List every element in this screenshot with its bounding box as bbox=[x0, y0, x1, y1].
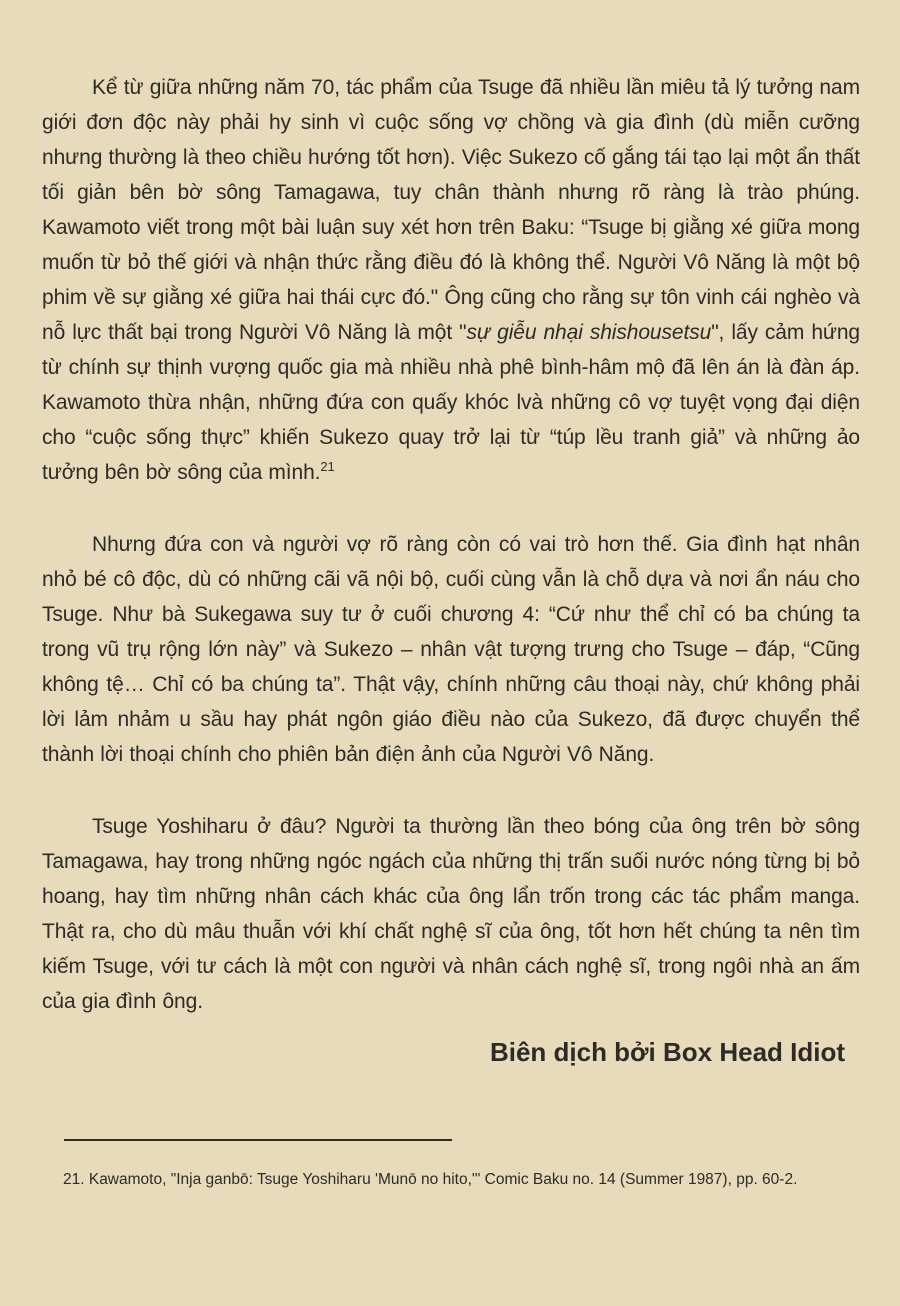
footnote-21: 21. Kawamoto, "Inja ganbō: Tsuge Yoshiharu 'Munō no hito,'" Comic Baku no. 14 (Summer 1987), pp. 60-2. bbox=[63, 1171, 798, 1188]
text-segment: Tsuge Yoshiharu ở đâu? Người ta thường lần theo bóng của ông trên bờ sông Tamagawa, hay trong những ngóc ngách của những thị trấn suối nước nóng từng bị bỏ hoang, hay tìm những nhân cách khác của ông lẩn trốn trong các tác phẩm manga. Thật ra, cho dù mâu thuẫn với khí chất nghệ sĩ của ông, tốt hơn hết chúng ta nên tìm kiếm Tsuge, với tư cách là một con người và nhân cách nghệ sĩ, trong ngôi nhà an ấm của gia đình ông. bbox=[42, 815, 860, 1013]
footnote-divider bbox=[64, 1139, 452, 1141]
text-segment: Nhưng đứa con và người vợ rõ ràng còn có vai trò hơn thế. Gia đình hạt nhân nhỏ bé cô độc, dù có những cãi vã nội bộ, cuối cùng vẫn là chỗ dựa và nơi ẩn náu cho Tsuge. Như bà Sukegawa suy tư ở cuối chương 4: “Cứ như thể chỉ có ba chúng ta trong vũ trụ rộng lớn này” và Sukezo – nhân vật tượng trưng cho Tsuge – đáp, “Cũng không tệ… Chỉ có ba chúng ta”. Thật vậy, chính những câu thoại này, chứ không phải lời lảm nhảm u sầu hay phát ngôn giáo điều nào của Sukezo, đã được chuyển thể thành lời thoại chính cho phiên bản điện ảnh của Người Vô Năng. bbox=[42, 533, 860, 766]
text-segment: ", lấy cảm hứng từ chính sự thịnh vượng quốc gia mà nhiều nhà phê bình-hâm mộ đã lên án là đàn áp. Kawamoto thừa nhận, những đứa con quấy khóc lvà những cô vợ tuyệt vọng đại diện cho “cuộc sống thực” khiến Sukezo quay trở lại từ “túp lều tranh giả” và những ảo tưởng bên bờ sông của mình. bbox=[42, 321, 861, 484]
body-paragraph bbox=[42, 70, 860, 490]
translator-credit: Biên dịch bởi Box Head Idiot bbox=[489, 1037, 845, 1067]
body-paragraph bbox=[42, 527, 860, 772]
footnote-ref: 21 bbox=[320, 459, 335, 474]
text-segment: Kể từ giữa những năm 70, tác phẩm của Tsuge đã nhiều lần miêu tả lý tưởng nam giới đơn độc này phải hy sinh vì cuộc sống vợ chồng và gia đình (dù miễn cưỡng nhưng thường là theo chiều hướng tốt hơn). Việc Sukezo cố gắng tái tạo lại một ẩn thất tối giản bên bờ sông Tamagawa, tuy chân thành nhưng rõ ràng là trào phúng. Kawamoto viết trong một bài luận suy xét hơn trên Baku: “Tsuge bị giằng xé giữa mong muốn từ bỏ thế giới và nhận thức rằng điều đó là không thể. Người Vô Năng là một bộ phim về sự giằng xé giữa hai thái cực đó." Ông cũng cho rằng sự tôn vinh cái nghèo và nỗ lực thất bại trong Người Vô Năng là một " bbox=[42, 76, 860, 344]
text-segment: sự giễu nhại shishousetsu bbox=[466, 321, 712, 344]
body-paragraph bbox=[42, 809, 860, 1019]
body-text bbox=[42, 70, 860, 1056]
